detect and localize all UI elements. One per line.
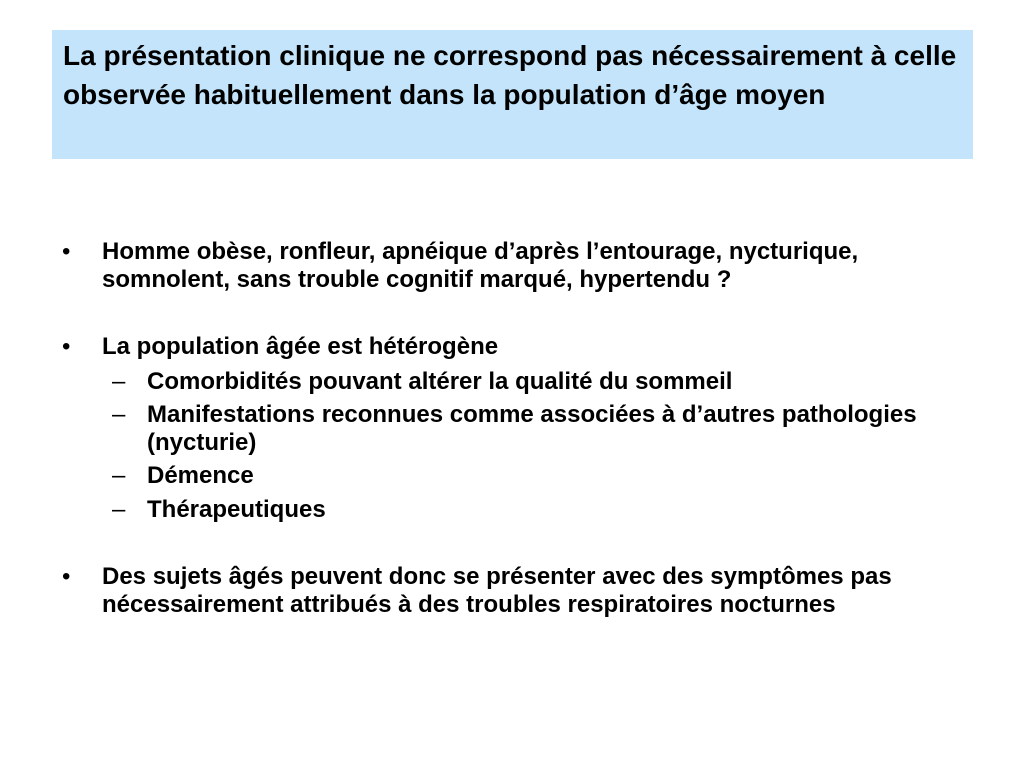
bullet-marker: • [62, 333, 71, 360]
sub-bullet-item [60, 462, 960, 490]
sub-bullet-item [60, 401, 960, 456]
bullet-text: Des sujets âgés peuvent donc se présenter avec des symptômes pas nécessairement attribués à des troubles respiratoires nocturnes [102, 563, 892, 618]
bullet-item [60, 333, 960, 361]
bullet-list [60, 238, 960, 618]
sub-bullet-marker: – [112, 367, 126, 395]
sub-bullet-list [60, 368, 960, 524]
bullet-text: La population âgée est hétérogène [102, 333, 499, 360]
sub-bullet-marker: – [112, 462, 126, 489]
bullet-item [60, 563, 960, 618]
sub-bullet-marker: – [112, 401, 126, 428]
sub-bullet-text: Thérapeutiques [147, 495, 326, 523]
title-box [52, 30, 973, 159]
bullet-item [60, 238, 960, 293]
bullet-text: Homme obèse, ronfleur, apnéique d’après l’entourage, nycturique, somnolent, sans trouble cognitif marqué, hypertendu ? [102, 238, 859, 293]
bullet-marker: • [62, 563, 71, 590]
sub-bullet-item [60, 368, 960, 396]
bullet-marker: • [62, 238, 71, 265]
slide-title: La présentation clinique ne correspond pas nécessairement à celle observée habituellement dans la population d’âge moyen [63, 40, 957, 110]
sub-bullet-item [60, 496, 960, 524]
sub-bullet-text: Démence [147, 462, 254, 489]
sub-bullet-text: Manifestations reconnues comme associées à d’autres pathologies (nycturie) [147, 401, 917, 456]
sub-bullet-marker: – [112, 495, 126, 523]
sub-bullet-text: Comorbidités pouvant altérer la qualité du sommeil [147, 367, 733, 395]
